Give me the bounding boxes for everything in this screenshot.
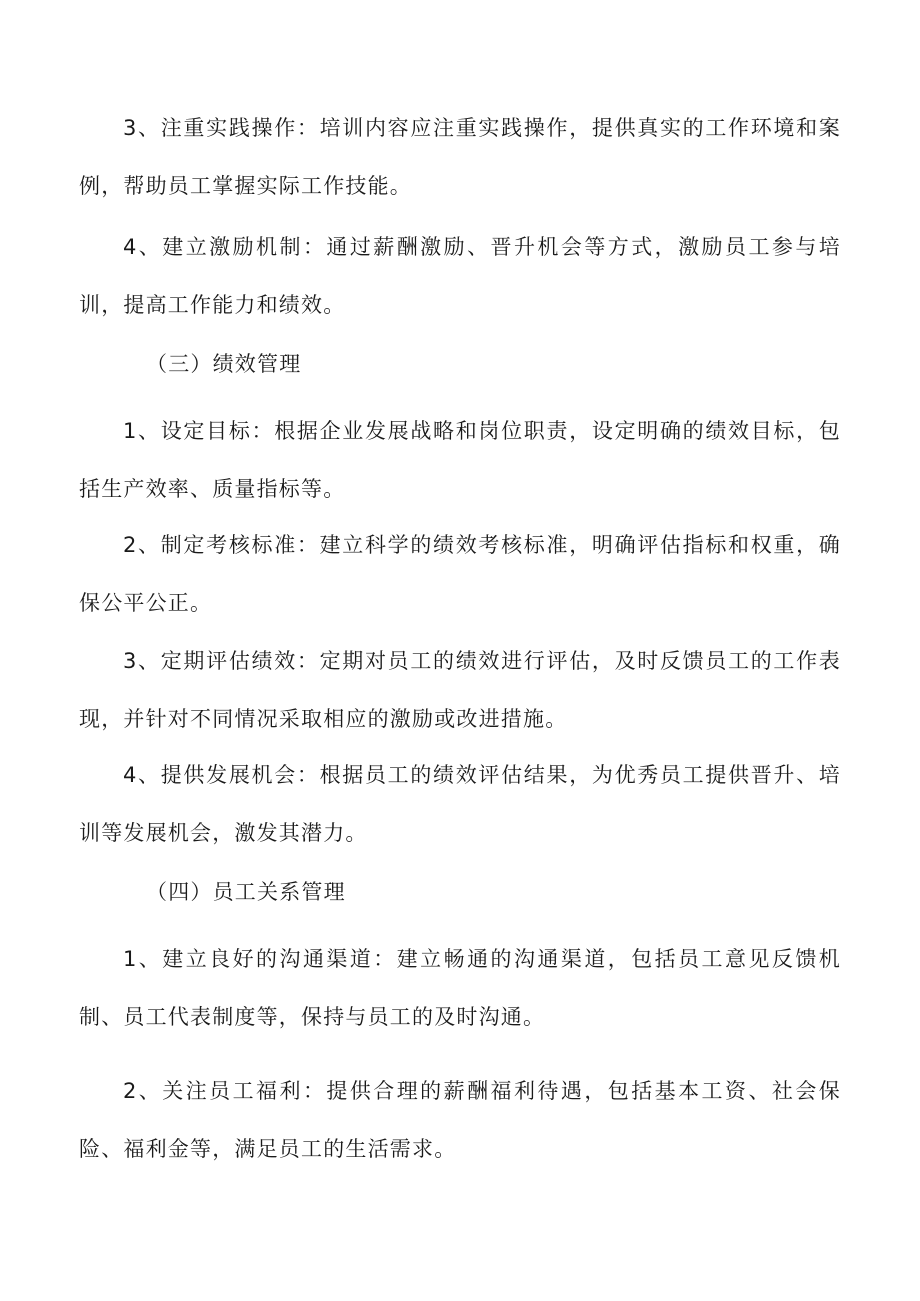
paragraph-assessment-standard: 2、制定考核标准：建立科学的绩效考核标准，明确评估指标和权重，确保公平公正。 bbox=[79, 533, 841, 615]
paragraph-set-goals: 1、设定目标：根据企业发展战略和岗位职责，设定明确的绩效目标，包括生产效率、质量指标等。 bbox=[79, 419, 841, 501]
paragraph-practice: 3、注重实践操作：培训内容应注重实践操作，提供真实的工作环境和案例，帮助员工掌握实际工作技能。 bbox=[79, 116, 841, 198]
section-heading-employee-relations: （四）员工关系管理 bbox=[146, 880, 346, 904]
section-heading-performance: （三）绩效管理 bbox=[146, 352, 302, 376]
paragraph-periodic-evaluation: 3、定期评估绩效：定期对员工的绩效进行评估，及时反馈员工的工作表现，并针对不同情况采取相应的激励或改进措施。 bbox=[79, 649, 841, 731]
paragraph-welfare: 2、关注员工福利：提供合理的薪酬福利待遇，包括基本工资、社会保险、福利金等，满足员工的生活需求。 bbox=[79, 1079, 841, 1161]
paragraph-communication: 1、建立良好的沟通渠道：建立畅通的沟通渠道，包括员工意见反馈机制、员工代表制度等，保持与员工的及时沟通。 bbox=[79, 947, 841, 1029]
paragraph-incentive: 4、建立激励机制：通过薪酬激励、晋升机会等方式，激励员工参与培训，提高工作能力和绩效。 bbox=[79, 235, 841, 317]
paragraph-development: 4、提供发展机会：根据员工的绩效评估结果，为优秀员工提供晋升、培训等发展机会，激发其潜力。 bbox=[79, 763, 841, 845]
